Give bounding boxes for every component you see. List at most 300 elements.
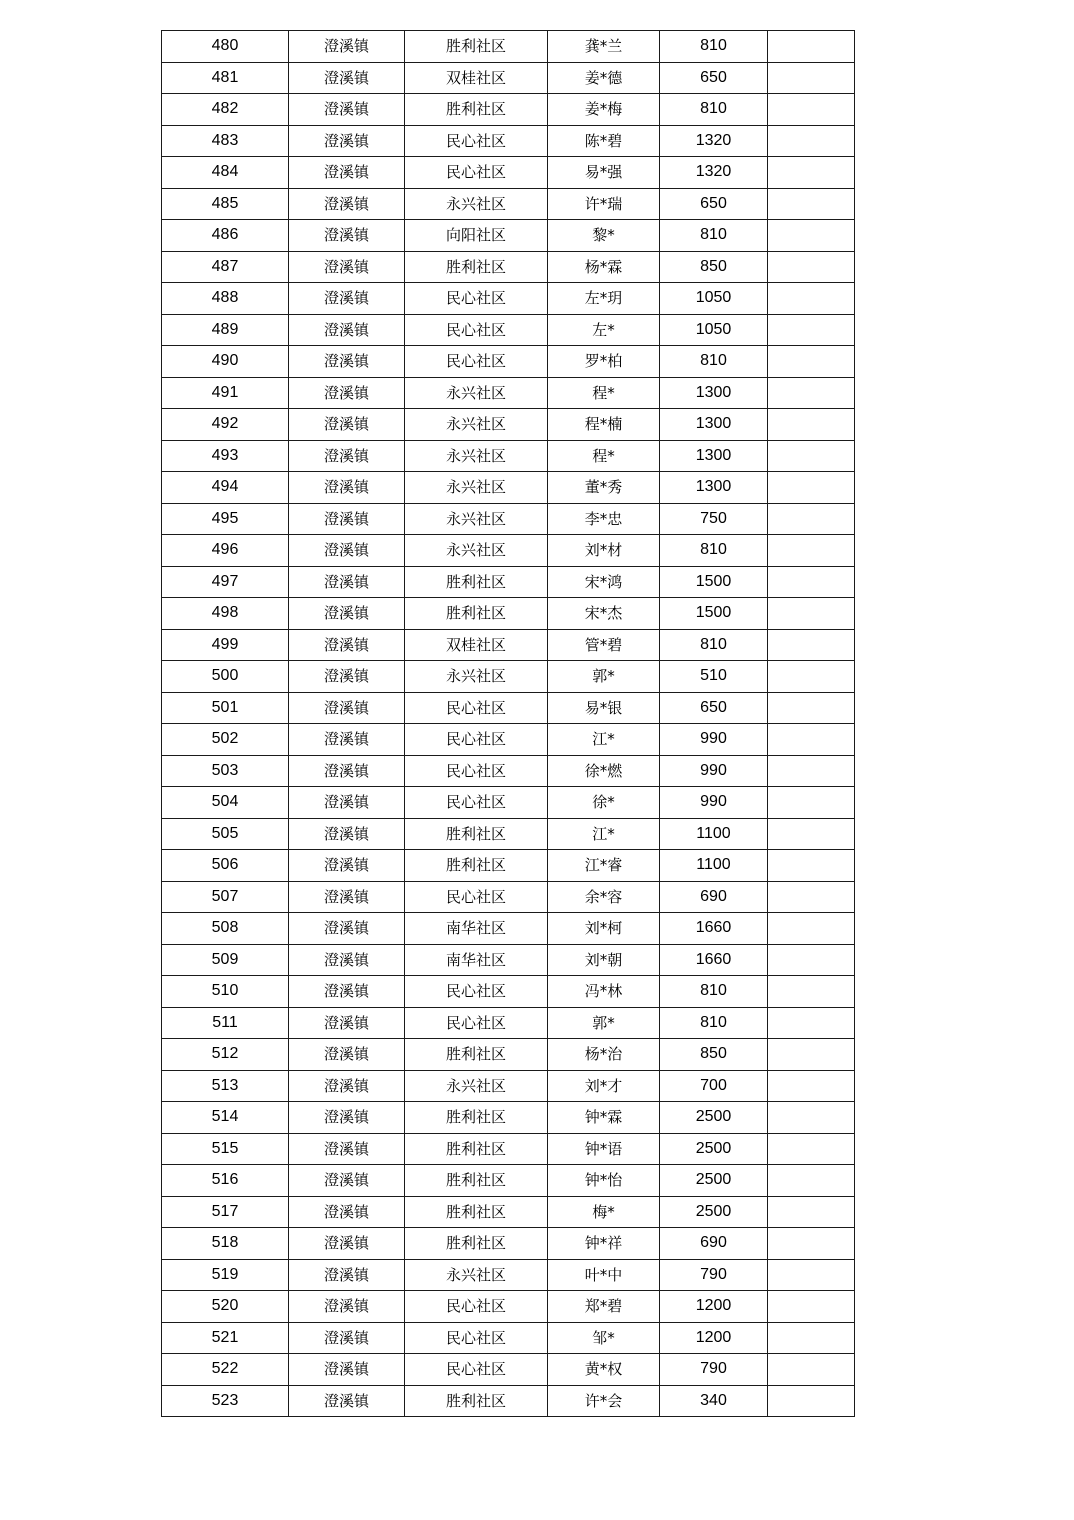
note-cell [768, 472, 855, 504]
amount-cell: 700 [660, 1070, 768, 1102]
row-number-cell: 511 [162, 1007, 289, 1039]
town-cell: 澄溪镇 [289, 283, 405, 315]
row-number-cell: 521 [162, 1322, 289, 1354]
town-cell: 澄溪镇 [289, 188, 405, 220]
table-row [162, 1196, 855, 1228]
table-row [162, 1007, 855, 1039]
amount-cell: 850 [660, 1039, 768, 1071]
note-cell [768, 1165, 855, 1197]
town-cell: 澄溪镇 [289, 377, 405, 409]
town-cell: 澄溪镇 [289, 598, 405, 630]
town-cell: 澄溪镇 [289, 818, 405, 850]
row-number-cell: 499 [162, 629, 289, 661]
community-cell: 民心社区 [405, 787, 548, 819]
table-row [162, 346, 855, 378]
table-row [162, 1102, 855, 1134]
table-row [162, 976, 855, 1008]
name-cell: 龚*兰 [548, 31, 660, 63]
table-row [162, 283, 855, 315]
amount-cell: 810 [660, 220, 768, 252]
table-row [162, 1133, 855, 1165]
community-cell: 永兴社区 [405, 188, 548, 220]
table-row [162, 94, 855, 126]
note-cell [768, 1291, 855, 1323]
amount-cell: 650 [660, 188, 768, 220]
row-number-cell: 481 [162, 62, 289, 94]
table-row [162, 881, 855, 913]
note-cell [768, 251, 855, 283]
community-cell: 胜利社区 [405, 1228, 548, 1260]
row-number-cell: 523 [162, 1385, 289, 1417]
name-cell: 许*瑞 [548, 188, 660, 220]
note-cell [768, 1196, 855, 1228]
table-row [162, 314, 855, 346]
town-cell: 澄溪镇 [289, 1007, 405, 1039]
town-cell: 澄溪镇 [289, 409, 405, 441]
row-number-cell: 494 [162, 472, 289, 504]
note-cell [768, 755, 855, 787]
row-number-cell: 504 [162, 787, 289, 819]
town-cell: 澄溪镇 [289, 1196, 405, 1228]
community-cell: 民心社区 [405, 157, 548, 189]
town-cell: 澄溪镇 [289, 1228, 405, 1260]
amount-cell: 790 [660, 1354, 768, 1386]
table-row [162, 692, 855, 724]
table-row [162, 944, 855, 976]
amount-cell: 810 [660, 1007, 768, 1039]
row-number-cell: 513 [162, 1070, 289, 1102]
row-number-cell: 514 [162, 1102, 289, 1134]
row-number-cell: 517 [162, 1196, 289, 1228]
amount-cell: 2500 [660, 1165, 768, 1197]
row-number-cell: 489 [162, 314, 289, 346]
row-number-cell: 512 [162, 1039, 289, 1071]
community-cell: 胜利社区 [405, 251, 548, 283]
town-cell: 澄溪镇 [289, 1070, 405, 1102]
town-cell: 澄溪镇 [289, 1354, 405, 1386]
name-cell: 易*强 [548, 157, 660, 189]
town-cell: 澄溪镇 [289, 724, 405, 756]
row-number-cell: 515 [162, 1133, 289, 1165]
table-row [162, 472, 855, 504]
table-row [162, 409, 855, 441]
town-cell: 澄溪镇 [289, 944, 405, 976]
community-cell: 胜利社区 [405, 1039, 548, 1071]
town-cell: 澄溪镇 [289, 1322, 405, 1354]
table-row [162, 31, 855, 63]
community-cell: 民心社区 [405, 1007, 548, 1039]
community-cell: 永兴社区 [405, 661, 548, 693]
amount-cell: 810 [660, 346, 768, 378]
note-cell [768, 377, 855, 409]
note-cell [768, 1354, 855, 1386]
amount-cell: 650 [660, 62, 768, 94]
amount-cell: 1100 [660, 850, 768, 882]
name-cell: 余*容 [548, 881, 660, 913]
town-cell: 澄溪镇 [289, 976, 405, 1008]
name-cell: 徐* [548, 787, 660, 819]
name-cell: 钟*祥 [548, 1228, 660, 1260]
amount-cell: 650 [660, 692, 768, 724]
row-number-cell: 522 [162, 1354, 289, 1386]
town-cell: 澄溪镇 [289, 251, 405, 283]
community-cell: 胜利社区 [405, 1385, 548, 1417]
row-number-cell: 509 [162, 944, 289, 976]
name-cell: 刘*朝 [548, 944, 660, 976]
community-cell: 永兴社区 [405, 377, 548, 409]
name-cell: 黎* [548, 220, 660, 252]
name-cell: 管*碧 [548, 629, 660, 661]
row-number-cell: 496 [162, 535, 289, 567]
amount-cell: 1300 [660, 409, 768, 441]
name-cell: 程*楠 [548, 409, 660, 441]
amount-cell: 690 [660, 881, 768, 913]
row-number-cell: 510 [162, 976, 289, 1008]
amount-cell: 810 [660, 31, 768, 63]
town-cell: 澄溪镇 [289, 566, 405, 598]
row-number-cell: 520 [162, 1291, 289, 1323]
community-cell: 胜利社区 [405, 1165, 548, 1197]
row-number-cell: 493 [162, 440, 289, 472]
community-cell: 民心社区 [405, 125, 548, 157]
note-cell [768, 787, 855, 819]
town-cell: 澄溪镇 [289, 157, 405, 189]
name-cell: 杨*霖 [548, 251, 660, 283]
name-cell: 陈*碧 [548, 125, 660, 157]
note-cell [768, 976, 855, 1008]
amount-cell: 2500 [660, 1133, 768, 1165]
community-cell: 永兴社区 [405, 1259, 548, 1291]
row-number-cell: 488 [162, 283, 289, 315]
town-cell: 澄溪镇 [289, 472, 405, 504]
amount-cell: 990 [660, 755, 768, 787]
row-number-cell: 507 [162, 881, 289, 913]
row-number-cell: 498 [162, 598, 289, 630]
row-number-cell: 491 [162, 377, 289, 409]
name-cell: 江* [548, 818, 660, 850]
amount-cell: 1300 [660, 472, 768, 504]
name-cell: 杨*治 [548, 1039, 660, 1071]
table-row [162, 661, 855, 693]
row-number-cell: 484 [162, 157, 289, 189]
row-number-cell: 500 [162, 661, 289, 693]
community-cell: 南华社区 [405, 944, 548, 976]
name-cell: 郑*碧 [548, 1291, 660, 1323]
table-row [162, 62, 855, 94]
table-row [162, 755, 855, 787]
amount-cell: 1300 [660, 440, 768, 472]
table-row [162, 188, 855, 220]
table-row [162, 251, 855, 283]
table-row [162, 787, 855, 819]
amount-cell: 810 [660, 976, 768, 1008]
amount-cell: 1660 [660, 913, 768, 945]
amount-cell: 1500 [660, 566, 768, 598]
town-cell: 澄溪镇 [289, 220, 405, 252]
row-number-cell: 485 [162, 188, 289, 220]
note-cell [768, 62, 855, 94]
town-cell: 澄溪镇 [289, 314, 405, 346]
town-cell: 澄溪镇 [289, 881, 405, 913]
name-cell: 叶*中 [548, 1259, 660, 1291]
town-cell: 澄溪镇 [289, 31, 405, 63]
row-number-cell: 503 [162, 755, 289, 787]
name-cell: 冯*林 [548, 976, 660, 1008]
community-cell: 民心社区 [405, 755, 548, 787]
row-number-cell: 516 [162, 1165, 289, 1197]
town-cell: 澄溪镇 [289, 629, 405, 661]
community-cell: 胜利社区 [405, 1102, 548, 1134]
community-cell: 民心社区 [405, 1322, 548, 1354]
community-cell: 民心社区 [405, 724, 548, 756]
amount-cell: 810 [660, 535, 768, 567]
community-cell: 永兴社区 [405, 472, 548, 504]
town-cell: 澄溪镇 [289, 1102, 405, 1134]
note-cell [768, 1259, 855, 1291]
town-cell: 澄溪镇 [289, 1259, 405, 1291]
row-number-cell: 497 [162, 566, 289, 598]
note-cell [768, 1039, 855, 1071]
note-cell [768, 913, 855, 945]
table-row [162, 220, 855, 252]
note-cell [768, 818, 855, 850]
note-cell [768, 31, 855, 63]
name-cell: 罗*柏 [548, 346, 660, 378]
note-cell [768, 220, 855, 252]
table-row [162, 1354, 855, 1386]
town-cell: 澄溪镇 [289, 440, 405, 472]
town-cell: 澄溪镇 [289, 850, 405, 882]
amount-cell: 2500 [660, 1196, 768, 1228]
community-cell: 胜利社区 [405, 94, 548, 126]
table-row [162, 1039, 855, 1071]
note-cell [768, 1070, 855, 1102]
amount-cell: 790 [660, 1259, 768, 1291]
amount-cell: 990 [660, 787, 768, 819]
name-cell: 左* [548, 314, 660, 346]
amount-cell: 2500 [660, 1102, 768, 1134]
note-cell [768, 724, 855, 756]
note-cell [768, 850, 855, 882]
row-number-cell: 482 [162, 94, 289, 126]
amount-cell: 1200 [660, 1291, 768, 1323]
name-cell: 郭* [548, 661, 660, 693]
note-cell [768, 283, 855, 315]
community-cell: 胜利社区 [405, 1133, 548, 1165]
table-row [162, 535, 855, 567]
name-cell: 李*忠 [548, 503, 660, 535]
town-cell: 澄溪镇 [289, 787, 405, 819]
town-cell: 澄溪镇 [289, 1039, 405, 1071]
name-cell: 刘*才 [548, 1070, 660, 1102]
town-cell: 澄溪镇 [289, 94, 405, 126]
note-cell [768, 1133, 855, 1165]
table-row [162, 1322, 855, 1354]
table-row [162, 1165, 855, 1197]
row-number-cell: 486 [162, 220, 289, 252]
row-number-cell: 505 [162, 818, 289, 850]
note-cell [768, 409, 855, 441]
table-row [162, 1385, 855, 1417]
note-cell [768, 314, 855, 346]
town-cell: 澄溪镇 [289, 1133, 405, 1165]
table-row [162, 1070, 855, 1102]
note-cell [768, 1102, 855, 1134]
table-row [162, 377, 855, 409]
amount-cell: 1500 [660, 598, 768, 630]
table-row [162, 598, 855, 630]
community-cell: 永兴社区 [405, 1070, 548, 1102]
name-cell: 刘*材 [548, 535, 660, 567]
community-cell: 胜利社区 [405, 566, 548, 598]
note-cell [768, 944, 855, 976]
amount-cell: 1100 [660, 818, 768, 850]
name-cell: 江*睿 [548, 850, 660, 882]
row-number-cell: 480 [162, 31, 289, 63]
town-cell: 澄溪镇 [289, 1165, 405, 1197]
note-cell [768, 125, 855, 157]
name-cell: 姜*德 [548, 62, 660, 94]
town-cell: 澄溪镇 [289, 1385, 405, 1417]
community-cell: 民心社区 [405, 1354, 548, 1386]
name-cell: 钟*霖 [548, 1102, 660, 1134]
table-row [162, 566, 855, 598]
name-cell: 江* [548, 724, 660, 756]
amount-cell: 510 [660, 661, 768, 693]
table-row [162, 913, 855, 945]
community-cell: 向阳社区 [405, 220, 548, 252]
table-row [162, 724, 855, 756]
note-cell [768, 94, 855, 126]
town-cell: 澄溪镇 [289, 913, 405, 945]
community-cell: 永兴社区 [405, 440, 548, 472]
data-table [161, 30, 855, 1417]
table-row [162, 157, 855, 189]
name-cell: 徐*燃 [548, 755, 660, 787]
town-cell: 澄溪镇 [289, 503, 405, 535]
amount-cell: 810 [660, 94, 768, 126]
name-cell: 程* [548, 377, 660, 409]
name-cell: 邹* [548, 1322, 660, 1354]
town-cell: 澄溪镇 [289, 661, 405, 693]
town-cell: 澄溪镇 [289, 1291, 405, 1323]
name-cell: 程* [548, 440, 660, 472]
name-cell: 宋*鸿 [548, 566, 660, 598]
row-number-cell: 506 [162, 850, 289, 882]
table-body [162, 31, 855, 1417]
amount-cell: 850 [660, 251, 768, 283]
community-cell: 双桂社区 [405, 62, 548, 94]
name-cell: 黄*权 [548, 1354, 660, 1386]
note-cell [768, 629, 855, 661]
town-cell: 澄溪镇 [289, 125, 405, 157]
amount-cell: 1050 [660, 283, 768, 315]
name-cell: 姜*梅 [548, 94, 660, 126]
note-cell [768, 598, 855, 630]
community-cell: 永兴社区 [405, 535, 548, 567]
community-cell: 民心社区 [405, 314, 548, 346]
note-cell [768, 1007, 855, 1039]
amount-cell: 690 [660, 1228, 768, 1260]
row-number-cell: 490 [162, 346, 289, 378]
row-number-cell: 518 [162, 1228, 289, 1260]
amount-cell: 1050 [660, 314, 768, 346]
note-cell [768, 440, 855, 472]
town-cell: 澄溪镇 [289, 346, 405, 378]
note-cell [768, 1228, 855, 1260]
community-cell: 双桂社区 [405, 629, 548, 661]
table-row [162, 1291, 855, 1323]
note-cell [768, 188, 855, 220]
community-cell: 民心社区 [405, 881, 548, 913]
community-cell: 民心社区 [405, 346, 548, 378]
name-cell: 左*玥 [548, 283, 660, 315]
row-number-cell: 502 [162, 724, 289, 756]
note-cell [768, 535, 855, 567]
note-cell [768, 661, 855, 693]
table-row [162, 1259, 855, 1291]
row-number-cell: 519 [162, 1259, 289, 1291]
name-cell: 许*会 [548, 1385, 660, 1417]
name-cell: 郭* [548, 1007, 660, 1039]
name-cell: 钟*怡 [548, 1165, 660, 1197]
town-cell: 澄溪镇 [289, 535, 405, 567]
amount-cell: 1300 [660, 377, 768, 409]
table-row [162, 1228, 855, 1260]
amount-cell: 1320 [660, 157, 768, 189]
amount-cell: 990 [660, 724, 768, 756]
community-cell: 胜利社区 [405, 31, 548, 63]
community-cell: 胜利社区 [405, 598, 548, 630]
note-cell [768, 881, 855, 913]
amount-cell: 1660 [660, 944, 768, 976]
community-cell: 民心社区 [405, 283, 548, 315]
community-cell: 民心社区 [405, 692, 548, 724]
row-number-cell: 492 [162, 409, 289, 441]
row-number-cell: 495 [162, 503, 289, 535]
community-cell: 胜利社区 [405, 818, 548, 850]
town-cell: 澄溪镇 [289, 755, 405, 787]
note-cell [768, 692, 855, 724]
table-row [162, 503, 855, 535]
table-row [162, 850, 855, 882]
amount-cell: 810 [660, 629, 768, 661]
community-cell: 民心社区 [405, 1291, 548, 1323]
community-cell: 永兴社区 [405, 409, 548, 441]
community-cell: 胜利社区 [405, 850, 548, 882]
row-number-cell: 501 [162, 692, 289, 724]
note-cell [768, 566, 855, 598]
table-row [162, 125, 855, 157]
name-cell: 刘*柯 [548, 913, 660, 945]
note-cell [768, 346, 855, 378]
row-number-cell: 487 [162, 251, 289, 283]
amount-cell: 1320 [660, 125, 768, 157]
community-cell: 永兴社区 [405, 503, 548, 535]
town-cell: 澄溪镇 [289, 62, 405, 94]
note-cell [768, 157, 855, 189]
community-cell: 民心社区 [405, 976, 548, 1008]
community-cell: 南华社区 [405, 913, 548, 945]
name-cell: 易*银 [548, 692, 660, 724]
note-cell [768, 503, 855, 535]
name-cell: 梅* [548, 1196, 660, 1228]
name-cell: 宋*杰 [548, 598, 660, 630]
note-cell [768, 1385, 855, 1417]
amount-cell: 1200 [660, 1322, 768, 1354]
table-row [162, 818, 855, 850]
amount-cell: 340 [660, 1385, 768, 1417]
